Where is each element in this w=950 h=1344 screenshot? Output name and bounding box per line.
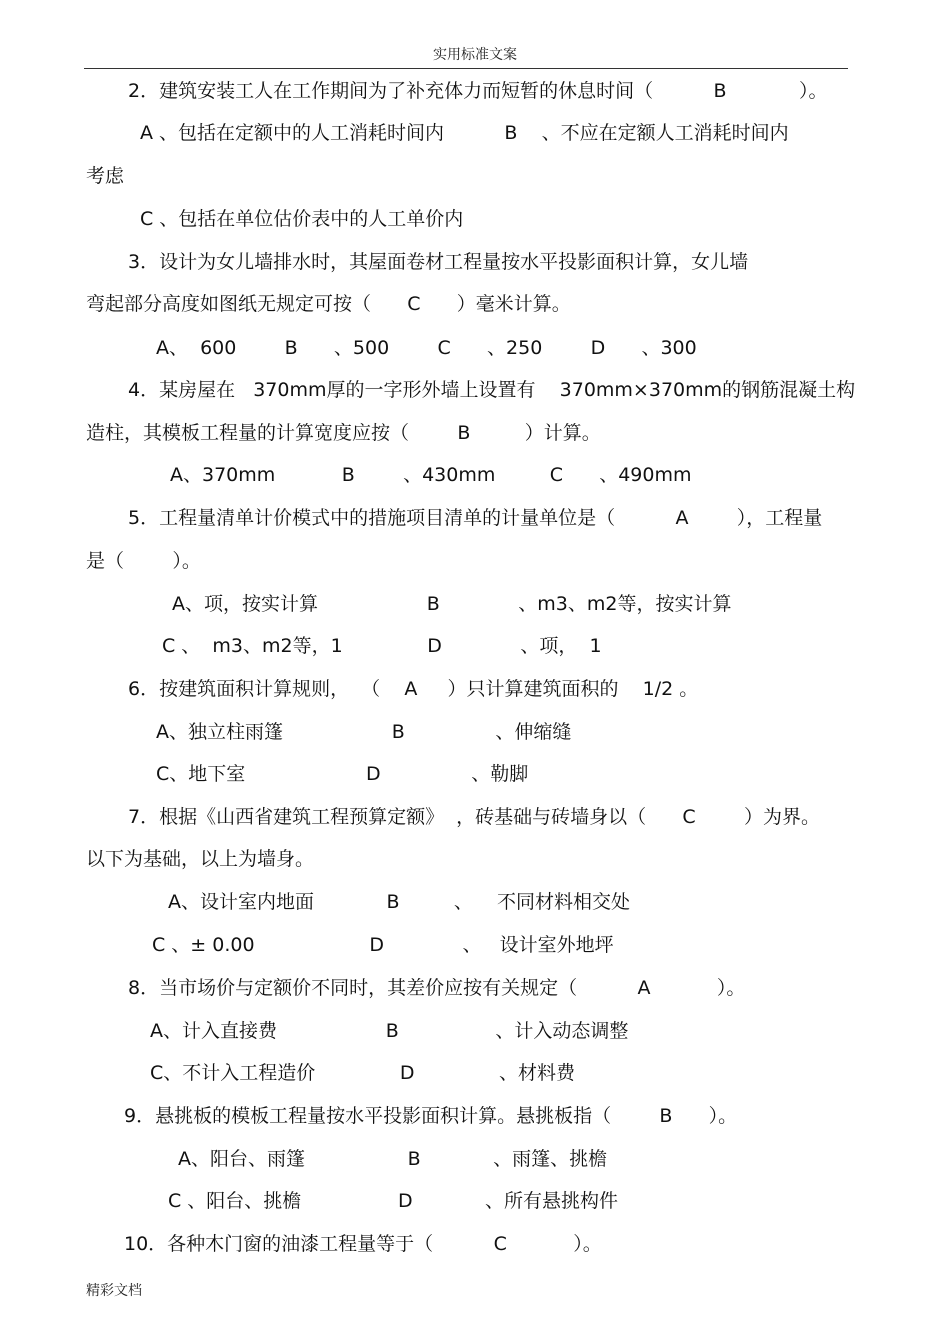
q3-stem: 3．设计为女儿墙排水时，其屋面卷材工程量按水平投影面积计算，女儿墙 [128,251,749,273]
header-rule [84,68,848,69]
q7-stem-cont: 以下为基础，以上为墙身。 [86,848,315,870]
q4-stem-cont: 造柱，其模板工程量的计算宽度应按（ B ）计算。 [86,422,601,444]
q5-stem-cont: 是（ ）。 [86,550,201,572]
q9-options-cd: C 、阳台、挑檐 D 、所有悬挑构件 [168,1190,619,1212]
q5-stem: 5．工程量清单计价模式中的措施项目清单的计量单位是（ A ），工程量 [128,507,823,529]
q9-stem: 9．悬挑板的模板工程量按水平投影面积计算。悬挑板指（ B ）。 [124,1105,738,1127]
q2-stem: 2．建筑安装工人在工作期间为了补充体力而短暂的休息时间（ B ）。 [128,80,828,102]
q4-options: A、370mm B 、430mm C 、490mm [170,464,692,486]
q8-stem: 8．当市场价与定额价不同时，其差价应按有关规定（ A ）。 [128,977,746,999]
q7-stem: 7．根据《山西省建筑工程预算定额》 ，砖基础与砖墙身以（ C ）为界。 [128,806,820,828]
q8-options-cd: C、不计入工程造价 D 、材料费 [150,1062,576,1084]
q6-stem: 6．按建筑面积计算规则， （ A ）只计算建筑面积的 1/2 。 [128,678,699,700]
q3-stem-cont: 弯起部分高度如图纸无规定可按（ C ）毫米计算。 [86,293,571,315]
q3-options: A、 600 B 、500 C 、250 D 、300 [156,337,697,359]
q4-stem: 4．某房屋在 370mm厚的一字形外墙上设置有 370mm×370mm的钢筋混凝土构 [128,379,856,401]
q6-options-ab: A、独立柱雨篷 B 、伸缩缝 [156,721,572,743]
q2-option-b-cont: 考虑 [86,165,125,187]
q5-options-cd: C 、 m3、m2等，1 D 、项， 1 [162,635,602,657]
q8-options-ab: A、计入直接费 B 、计入动态调整 [150,1020,629,1042]
q9-options-ab: A、阳台、雨篷 B 、雨篷、挑檐 [178,1148,608,1170]
q6-options-cd: C、地下室 D 、勒脚 [156,763,529,785]
q2-option-c: C 、包括在单位估价表中的人工单价内 [140,208,464,230]
page-header: 实用标准文案 [433,47,517,63]
q5-options-ab: A、项，按实计算 B 、m3、m2等，按实计算 [172,593,732,615]
q7-options-ab: A、设计室内地面 B 、 不同材料相交处 [168,891,631,913]
page-footer: 精彩文档 [86,1283,142,1299]
q10-stem: 10．各种木门窗的油漆工程量等于（ C ）。 [124,1233,602,1255]
q2-options-ab: A 、包括在定额中的人工消耗时间内 B 、不应在定额人工消耗时间内 [140,122,789,144]
q7-options-cd: C 、± 0.00 D 、 设计室外地坪 [152,934,614,956]
